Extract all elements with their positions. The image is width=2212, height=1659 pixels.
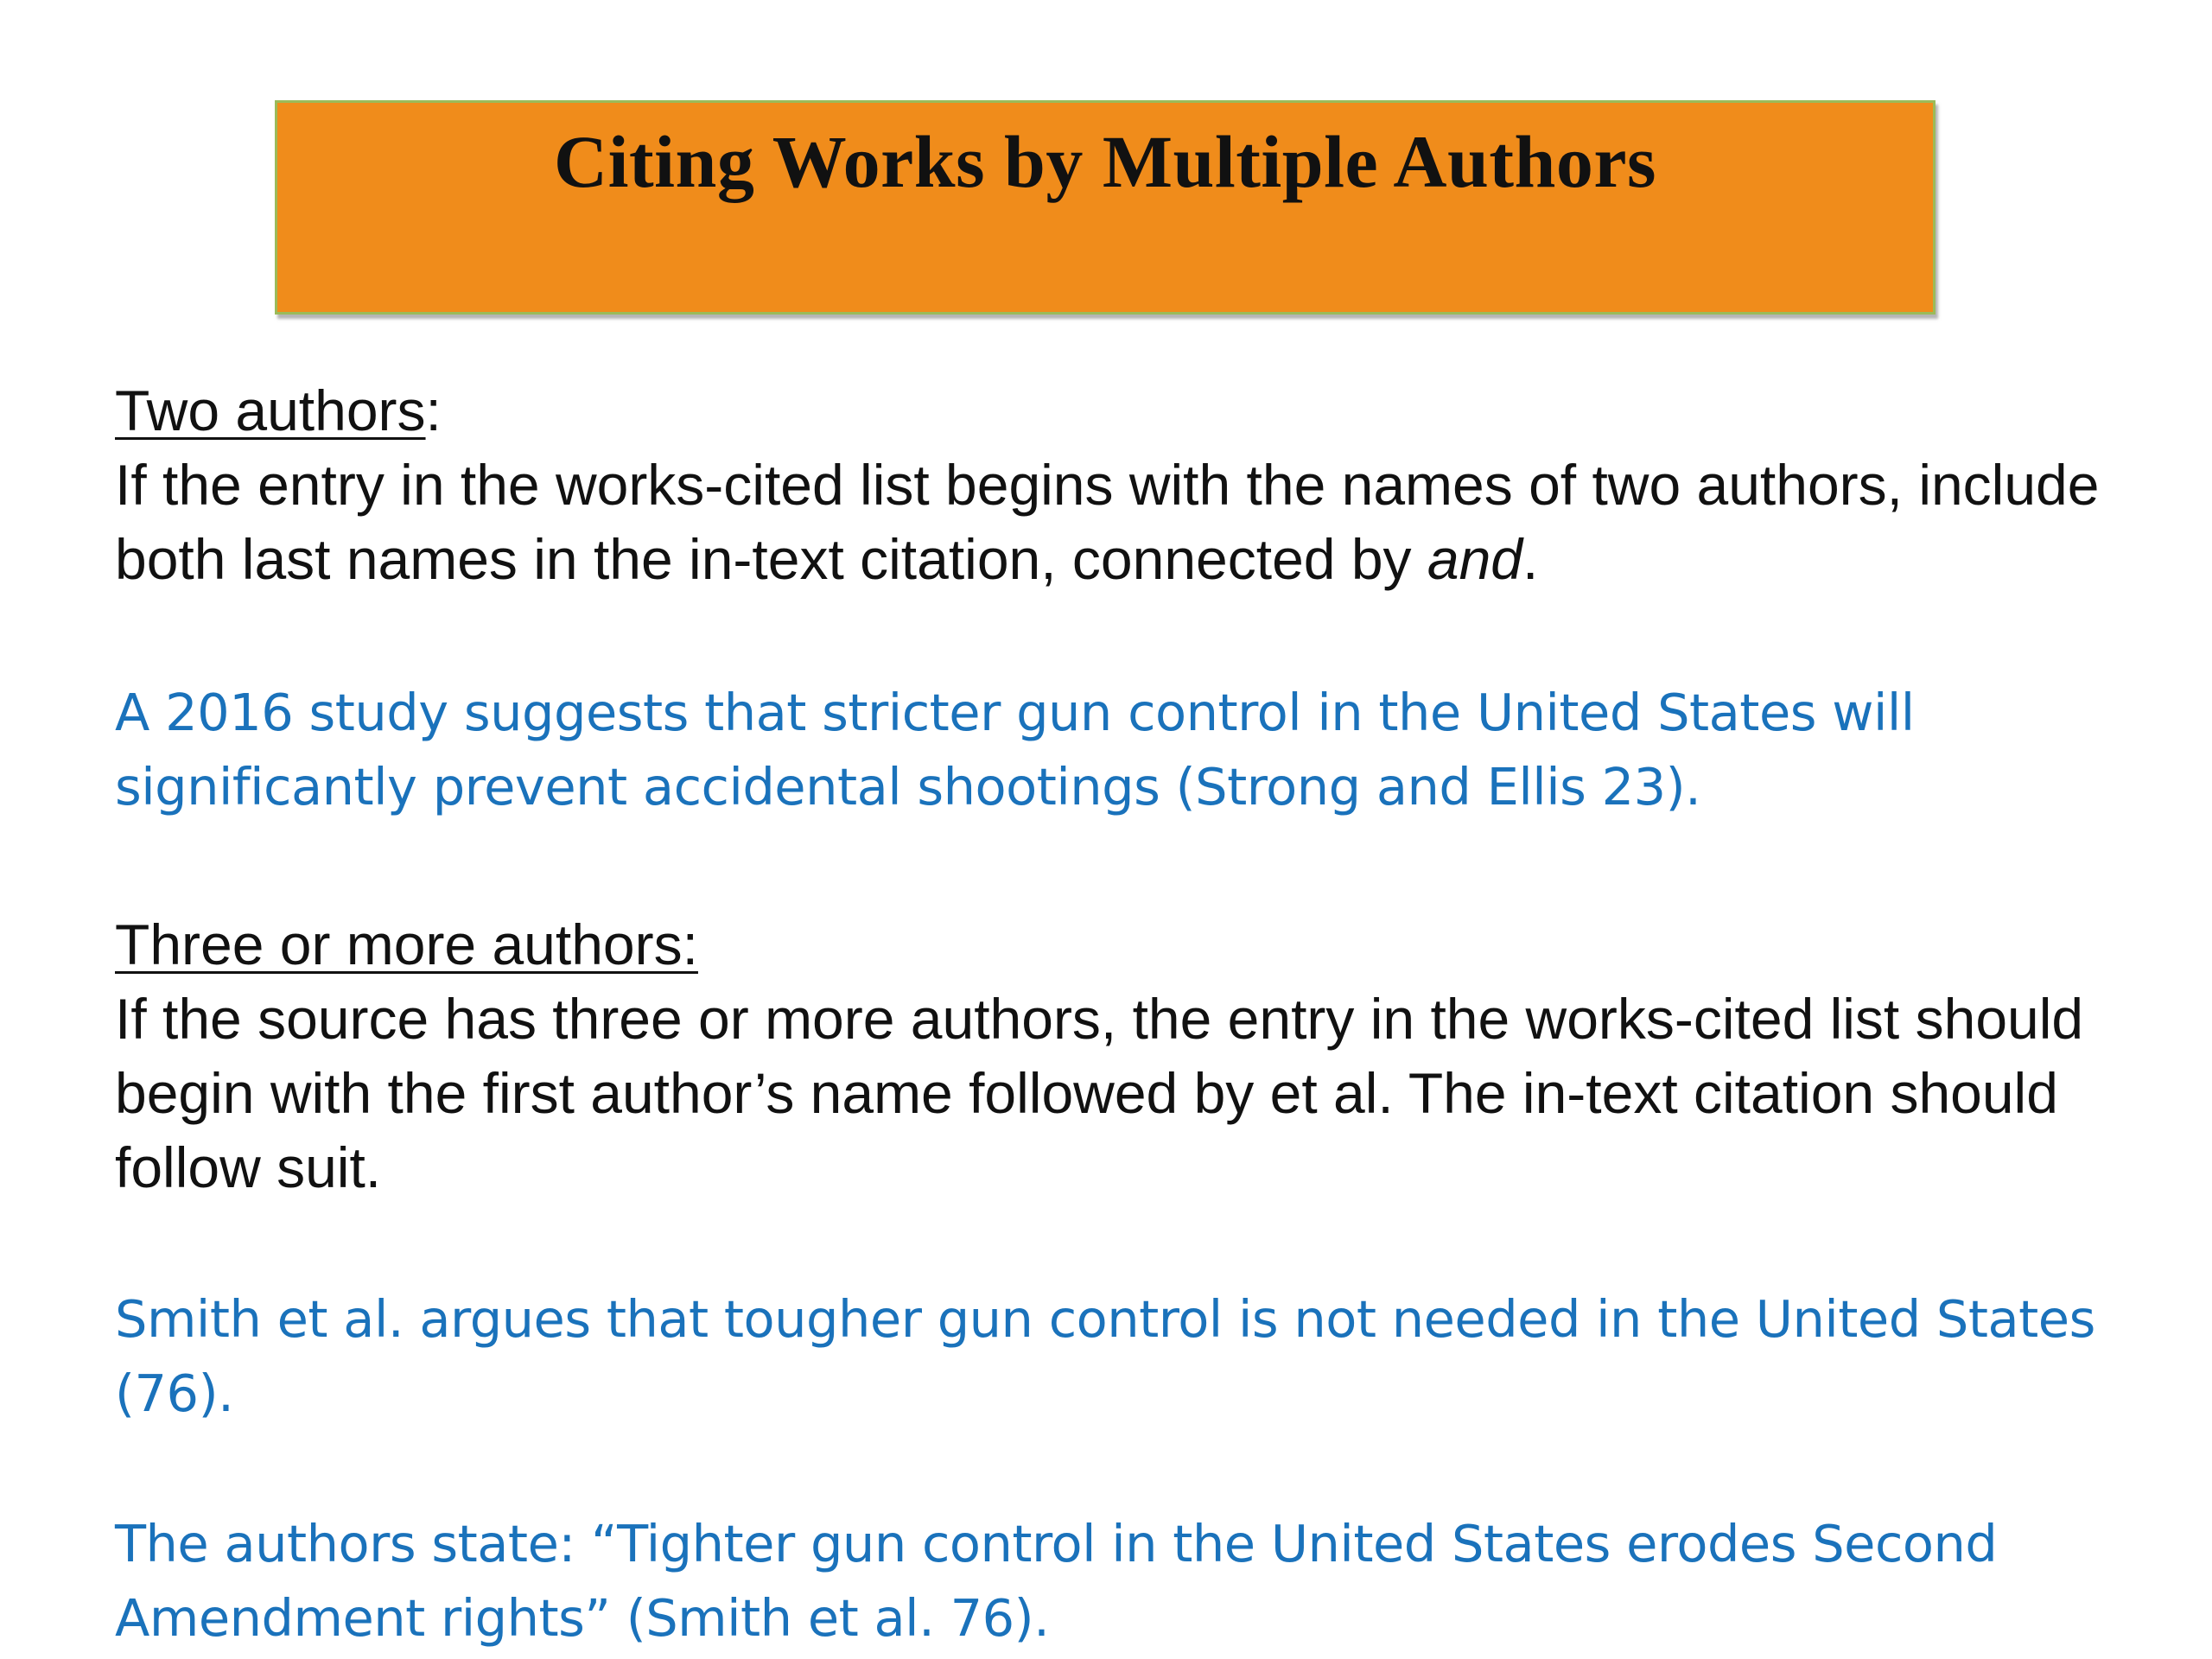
two-authors-heading-line: [115, 373, 2102, 448]
two-authors-rule-text: If the entry in the works-cited list begins with the names of two authors, include both last names in the in-text citation, connected by: [115, 453, 2100, 591]
two-authors-heading: Two authors: [115, 378, 426, 442]
two-authors-rule-end: .: [1522, 527, 1539, 591]
two-authors-rule: [115, 448, 2102, 596]
three-authors-example-2: The authors state: “Tighter gun control in the United States erodes Second Amendment rights” (Smith et al. 76).: [115, 1514, 1998, 1648]
three-authors-section: [115, 907, 2102, 1205]
slide-title: Citing Works by Multiple Authors: [554, 120, 1656, 203]
two-authors-rule-emphasis: and: [1427, 527, 1522, 591]
two-authors-section: [115, 373, 2102, 596]
three-authors-example-1: Smith et al. argues that tougher gun control is not needed in the United States (76).: [115, 1289, 2095, 1423]
title-banner: [275, 100, 1936, 315]
three-authors-heading: Three or more authors:: [115, 912, 698, 976]
three-authors-rule: If the source has three or more authors, the entry in the works-cited list should begin with the first author’s name followed by et al. The in-text citation should follow suit.: [115, 987, 2084, 1199]
three-authors-heading-line: [115, 907, 2102, 982]
two-authors-example: A 2016 study suggests that stricter gun control in the United States will significantly prevent accidental shootings (Strong and Ellis 23).: [115, 683, 1915, 817]
two-authors-heading-colon: :: [425, 378, 442, 442]
